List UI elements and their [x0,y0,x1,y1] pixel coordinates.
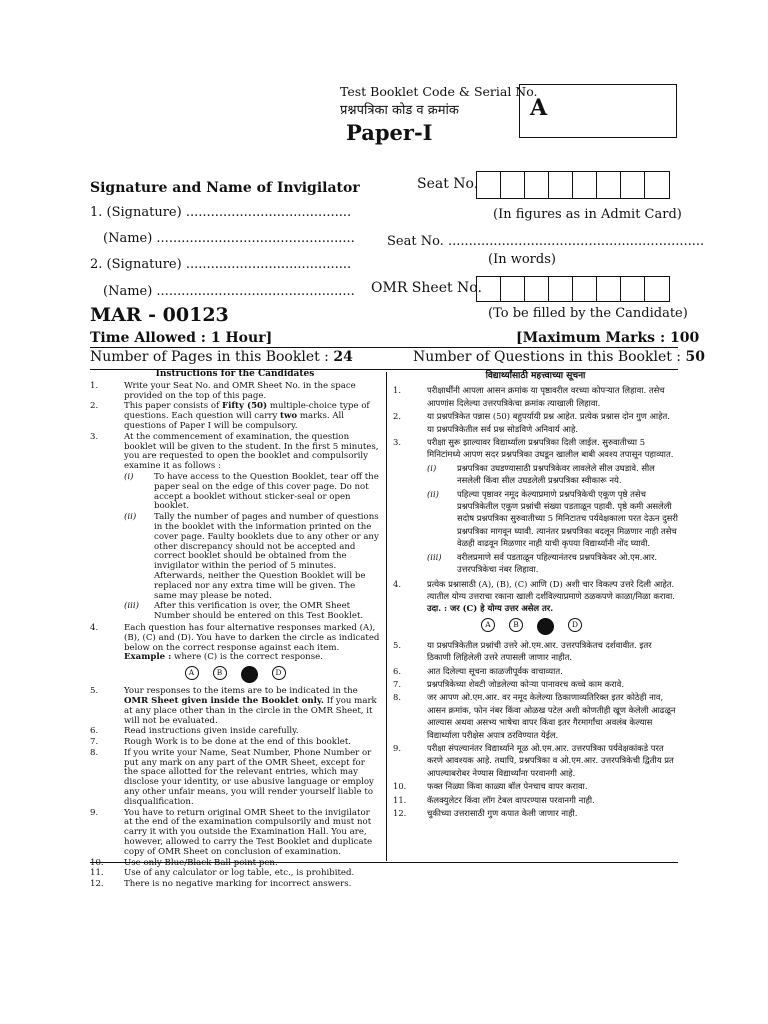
pages-count-value: 24 [333,349,353,365]
omr-no-cell[interactable] [477,277,501,301]
instruction-item: 9. परीक्षा संपल्यानंतर विद्यार्थ्याने मूळ ओ.एम.आर. उत्तरपत्रिका पर्यवेक्षकांकडे परत करणे आवश्यक आहे. तथापि, प्रश्नपत्रिका व ओ.एम.आर. उत्तरपत्रिकेची द्वितीय प्रत आपल्याबरोबर नेण्यास विद्यार्थ्यांना परवानगी आहे. [393,742,674,778]
instruction-item: 7. Rough Work is to be done at the end of this booklet. [90,737,352,748]
instruction-item: 10. फक्त निळ्या किंवा काळ्या बॉल पेनचाच वापर करावा. [393,781,588,792]
seat-no-label: Seat No. [417,176,479,192]
instruction-item: 11. कॅलक्युलेटर किंवा लॉग टेबल वापरण्यास परवानगी नाही. [393,794,595,805]
maximum-marks: [Maximum Marks : 100 [516,330,700,346]
instruction-item: 3. At the commencement of examination, the question booklet will be given to the student. In the first 5 minutes, you are requested to open the booklet and compulsorily examine it as follows : (i) To have access to the Question Booklet, tear off the paper seal on the edge of this cover page. Do not accept a booklet without sticker-seal or open booklet. (ii) Tally the number of pages and number of questions in the booklet with the information printed on the cover page. Faulty booklets due to any other or any other discrepancy should not be accepted and correct booklet should be obtained from the invigilator within the period of 5 minutes. Afterwards, neither the Question Booklet will be replaced nor any extra time will be given. The same may please be noted. (iii) After this verification is over, the OMR Sheet Number should be entered on this Test Booklet. [90,431,379,622]
time-allowed: Time Allowed : 1 Hour] [90,330,273,346]
option-bubble-d: D [568,618,582,632]
omr-sheet-no-label: OMR Sheet No. [371,280,482,296]
sub-instruction: (ii) पहिल्या पृष्ठावर नमूद केल्याप्रमाणे प्रश्नपत्रिकेची एकूण पृष्ठे तसेच प्रश्नपत्रिकेतील एकूण प्रश्नांची संख्या पडताळून पहावी. पृष्ठे कमी असलेली सदोष प्रश्नपत्रिका सुरुवातीच्या 5 मिनिटातच पर्यवेक्षकाला परत देऊन दुसरी प्रश्नपत्रिका मागवून घ्यावी. त्यानंतर प्रश्नपत्रिका बदलून मिळणार नाही तसेच वेळही वाढवून मिळणार नाही याची कृपया विद्यार्थ्यांनी नोंद घ्यावी. [427,488,678,549]
seat-no-words-field[interactable]: Seat No. .............................................................. [387,234,705,249]
instructions-english [90,370,380,891]
instruction-item: 6. Read instructions given inside carefully. [90,726,299,737]
omr-no-cell[interactable] [621,277,645,301]
seat-words-note: (In words) [488,252,556,267]
omr-no-cell[interactable] [645,277,669,301]
instruction-item: 5. या प्रश्नपत्रिकेतील प्रश्नांची उत्तरे ओ.एम.आर. उत्तरपत्रिकेतच दर्शवावीत. इतर ठिकाणी लिहिलेली उत्तरे तपासली जाणार नाहीत. [393,639,652,663]
instruction-item: 8. जर आपण ओ.एम.आर. वर नमूद केलेल्या ठिकाणाव्यतिरिक्त इतर कोठेही नाव, आसन क्रमांक, फोन नंबर किंवा ओळख पटेल अशी कोणतीही खूण केलेली आढळून आल्यास अथवा असभ्य भाषेचा वापर किंवा इतर गैरमार्गांचा अवलंब केल्यास विद्यार्थ्याला परीक्षेस अपात्र ठरविण्यात येईल. [393,692,676,740]
sub-instruction: (i) To have access to the Question Booklet, tear off the paper seal on the edge of this cover page. Do not accept a booklet without sticker-seal or open booklet. [124,471,379,512]
exam-code: MAR - 00123 [90,304,229,326]
instruction-item: 5. Your responses to the items are to be indicated in the OMR Sheet given inside the Booklet only. If you mark at any place other than in the circle in the OMR Sheet, it will not be evaluated. [90,686,377,726]
paper-title: Paper-I [346,120,433,145]
seat-no-cell[interactable] [525,172,549,198]
instruction-item: 8. If you write your Name, Seat Number, Phone Number or put any mark on any part of the OMR Sheet, except for the space allotted for the relevant entries, which may disclose your identity, or use abusive language or employ any other unfair means, you will render yourself liable to disqualification. [90,747,374,807]
instruction-item: 10. Use only Blue/Black Ball point pen. [90,857,278,868]
instructions-title-marathi: विद्यार्थ्यांसाठी महत्त्वाच्या सूचना [485,371,586,381]
instruction-item: 11. Use of any calculator or log table, etc., is prohibited. [90,868,355,879]
instruction-item: 12. चुकीच्या उत्तरासाठी गुण कपात केली जाणार नाही. [393,808,578,818]
invigilator-signature-1[interactable]: 1. (Signature) ........................................ [90,205,352,220]
booklet-code-value: A [530,95,548,121]
option-bubble-c-filled [537,618,554,635]
instruction-item: 1. Write your Seat No. and OMR Sheet No. in the space provided on the top of this page. [90,380,356,401]
sub-instruction: (iii) After this verification is over, the OMR Sheet Number should be entered on this Test Booklet. [124,601,364,622]
column-divider [386,372,387,861]
option-bubble-c-filled [241,666,258,683]
seat-no-cell[interactable] [621,172,645,198]
seat-no-cell[interactable] [477,172,501,198]
instruction-item: 3. परीक्षा सुरू झाल्यावर विद्यार्थ्याला प्रश्नपत्रिका दिली जाईल. सुरुवातीच्या 5 मिनिटांमध्ये आपण सदर प्रश्नपत्रिका उघडून खालील बाबी अवश्य तपासून पहाव्यात. (i) प्रश्नपत्रिका उघडण्यासाठी प्रश्नपत्रिकेवर लावलेले सील उघडावे. सील नसलेली किंवा सील उघडलेली प्रश्नपत्रिका स्वीकारू नये. (ii) पहिल्या पृष्ठावर नमूद केल्याप्रमाणे प्रश्नपत्रिकेची एकूण पृष्ठे तसेच प्रश्नपत्रिकेतील एकूण प्रश्नांची संख्या पडताळून पहावी. पृष्ठे कमी असलेली सदोष प्रश्नपत्रिका सुरुवातीच्या 5 मिनिटातच पर्यवेक्षकाला परत देऊन दुसरी प्रश्नपत्रिका मागवून घ्यावी. त्यानंतर प्रश्नपत्रिका बदलून मिळणार नाही तसेच वेळही वाढवून मिळणार नाही याची कृपया विद्यार्थ्यांनी नोंद घ्यावी. (iii) वरीलप्रमाणे सर्व पडताळून पहिल्यानंतरच प्रश्नपत्रिकेवर ओ.एम.आर. उत्तरपत्रिकेचा नंबर लिहावा. [393,437,678,575]
seat-no-cell[interactable] [549,172,573,198]
option-bubble-b: B [509,618,523,632]
booklet-code-box [519,84,677,138]
instructions-marathi [393,370,678,820]
instruction-item: 4. प्रत्येक प्रश्नासाठी (A), (B), (C) आणि (D) अशी चार विकल्प उत्तरे दिली आहेत. त्यातील योग्य उत्तराचा रकाना खाली दर्शविल्याप्रमाणे ठळकपणे काळा/निळा करावा. उदा. : जर (C) हे योग्य उत्तर असेल तर. [393,578,675,614]
instruction-item: 2. This paper consists of Fifty (50) multiple-choice type of questions. Each question will carry two marks. All questions of Paper I will be compulsory. [90,401,370,431]
omr-no-cell[interactable] [549,277,573,301]
booklet-code-label-marathi: प्रश्नपत्रिका कोड व क्रमांक [340,103,459,118]
option-bubble-a: A [481,618,495,632]
instruction-item: 2. या प्रश्नपत्रिकेत पन्नास (50) बहुपर्यायी प्रश्न आहेत. प्रत्येक प्रश्नास दोन गुण आहेत. या प्रश्नपत्रिकेतील सर्व प्रश्न सोडविणे अनिवार्य आहे. [393,411,670,434]
seat-no-cell[interactable] [597,172,621,198]
example-bubbles [90,666,380,683]
instructions-title: Instructions for the Candidates [155,369,315,379]
seat-no-cell[interactable] [573,172,597,198]
pages-count [90,349,353,365]
invigilator-name-2[interactable]: (Name) ................................................ [103,284,355,299]
instruction-item: 1. परीक्षार्थींनी आपला आसन क्रमांक या पृष्ठावरील वरच्या कोपऱ्यात लिहावा. तसेच आपणांस दिलेल्या उत्तरपत्रिकेचा क्रमांक त्याखाली लिहावा. [393,385,665,408]
option-bubble-b: B [213,666,227,680]
example-bubbles-marathi [481,618,678,635]
seat-no-cell[interactable] [645,172,669,198]
instruction-item: 7. प्रश्नपत्रिकेच्या शेवटी जोडलेल्या कोऱ्या पानावरच कच्चे काम करावे. [393,678,625,689]
sub-instruction: (ii) Tally the number of pages and number of questions in the booklet with the information printed on the cover page. Faulty booklets due to any other or any other discrepancy should not be accepted and correct booklet should be obtained from the invigilator within the period of 5 minutes. Afterwards, neither the Question Booklet will be replaced nor any extra time will be given. The same may please be noted. [124,512,379,601]
omr-no-cell[interactable] [525,277,549,301]
omr-no-cell[interactable] [573,277,597,301]
seat-no-grid[interactable] [476,171,670,199]
instruction-item: 6. आत दिलेल्या सूचना काळजीपूर्वक वाचाव्यात. [393,665,563,676]
instruction-item: 9. You have to return original OMR Sheet to the invigilator at the end of the examination compulsorily and must not carry it with you outside the Examination Hall. You are, however, allowed to carry the Test Booklet and duplicate copy of OMR Sheet on conclusion of examination. [90,807,373,857]
instruction-item: 12. There is no negative marking for incorrect answers. [90,879,352,890]
questions-count-label: Number of Questions in this Booklet : [413,349,686,365]
divider [90,862,678,863]
instruction-item: 4. Each question has four alternative responses marked (A), (B), (C) and (D). You have to darken the circle as indicated below on the correct response against each item. Example : where (C) is the correct response. [90,622,380,663]
option-bubble-d: D [272,666,286,680]
omr-no-cell[interactable] [597,277,621,301]
divider [90,347,678,348]
invigilator-name-1[interactable]: (Name) ................................................ [103,231,355,246]
omr-sheet-no-grid[interactable] [476,276,670,302]
invigilator-title: Signature and Name of Invigilator [90,180,360,196]
seat-figures-note: (In figures as in Admit Card) [493,207,682,222]
candidate-fill-note: (To be filled by the Candidate) [488,306,688,321]
seat-no-cell[interactable] [501,172,525,198]
invigilator-signature-2[interactable]: 2. (Signature) ........................................ [90,257,352,272]
option-bubble-a: A [185,666,199,680]
sub-instruction: (iii) वरीलप्रमाणे सर्व पडताळून पहिल्यानंतरच प्रश्नपत्रिकेवर ओ.एम.आर. उत्तरपत्रिकेचा नंबर लिहावा. [427,551,658,575]
sub-instruction: (i) प्रश्नपत्रिका उघडण्यासाठी प्रश्नपत्रिकेवर लावलेले सील उघडावे. सील नसलेली किंवा सील उघडलेली प्रश्नपत्रिका स्वीकारू नये. [427,462,655,486]
questions-count [413,349,705,365]
omr-no-cell[interactable] [501,277,525,301]
booklet-code-label: Test Booklet Code & Serial No. [340,84,538,99]
pages-count-label: Number of Pages in this Booklet : [90,349,334,365]
questions-count-value: 50 [685,349,705,365]
